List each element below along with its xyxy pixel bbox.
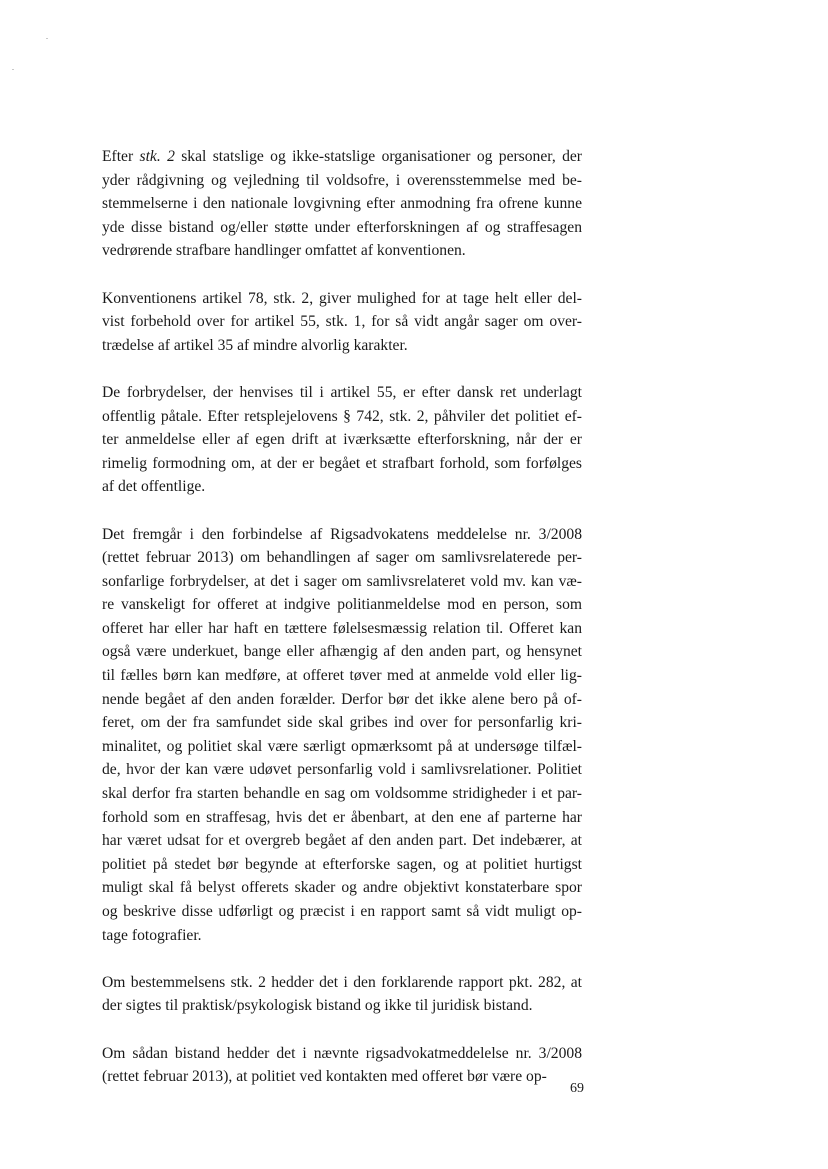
text-line: vist forbehold over for artikel 55, stk. 1, for så vidt angår sager om over- — [102, 313, 582, 331]
text-line: politiet på stedet bør begynde at efterforske sagen, og at politiet hurtigst — [102, 855, 582, 873]
text-line: Det fremgår i den forbindelse af Rigsadvokatens meddelelse nr. 3/2008 — [102, 525, 582, 543]
paragraph — [102, 287, 582, 358]
text-line: offeret har eller har haft en tættere følelsesmæssig relation til. Offeret kan — [102, 619, 582, 637]
text-line: Om sådan bistand hedder det i nævnte rigsadvokatmeddelelse nr. 3/2008 — [102, 1044, 582, 1062]
text-line: har været udsat for et overgreb begået af den anden part. Det indebærer, at — [102, 832, 582, 850]
text-line: minalitet, og politiet skal være særligt opmærksomt på at undersøge tilfæl- — [102, 737, 582, 755]
text-line: forhold som en straffesag, hvis det er åbenbart, at den ene af parterne har — [102, 808, 582, 826]
text-line: tage fotografier. — [102, 926, 202, 944]
text-line: nende begået af den anden forælder. Derfor bør det ikke alene bero på of- — [102, 690, 582, 708]
text-line: af det offentlige. — [102, 478, 206, 496]
text-line: Om bestemmelsens stk. 2 hedder det i den forklarende rapport pkt. 282, at — [102, 973, 582, 991]
text-line: de, hvor der kan være udøvet personfarlig vold i samlivsrelationer. Politiet — [102, 761, 582, 779]
paragraph — [102, 1042, 582, 1089]
text-line: ter anmeldelse eller af egen drift at iværksætte efterforskning, når der er — [102, 431, 582, 449]
text-line: feret, om der fra samfundet side skal gribes ind over for personfarlig kri- — [102, 714, 582, 732]
text-line: trædelse af artikel 35 af mindre alvorlig karakter. — [102, 336, 408, 354]
text-line: stemmelserne i den nationale lovgivning efter anmodning fra ofrene kunne — [102, 195, 582, 213]
italic-reference: stk. 2 — [139, 148, 175, 165]
paragraph-gap — [102, 263, 582, 287]
text-line: yder rådgivning og vejledning til voldsofre, i overensstemmelse med be- — [102, 171, 582, 189]
body-text — [102, 145, 582, 1089]
text-line: også være underkuet, bange eller afhængig af den anden part, og hensynet — [102, 643, 582, 661]
scan-speck — [12, 69, 14, 70]
paragraph-gap — [102, 947, 582, 971]
text-line: muligt skal få belyst offerets skader og andre objektivt konstaterbare spor — [102, 879, 582, 897]
text-line: rimelig formodning om, at der er begået et strafbart forhold, som forfølges — [102, 454, 582, 472]
paragraph-gap — [102, 357, 582, 381]
text-line: (rettet februar 2013) om behandlingen af sager om samlivsrelaterede per- — [102, 549, 582, 567]
text-line: (rettet februar 2013), at politiet ved kontakten med offeret bør være op- — [102, 1068, 547, 1086]
text-line: Konventionens artikel 78, stk. 2, giver mulighed for at tage helt eller del- — [102, 289, 582, 307]
paragraph — [102, 971, 582, 1018]
text-line: og beskrive disse udførligt og præcist i en rapport samt så vidt muligt op- — [102, 903, 582, 920]
text-line: De forbrydelser, der henvises til i artikel 55, er efter dansk ret underlagt — [102, 383, 582, 401]
paragraph — [102, 381, 582, 499]
text-line: offentlig påtale. Efter retsplejelovens § 742, stk. 2, påhviler det politiet ef- — [102, 407, 582, 425]
paragraph — [102, 523, 582, 948]
text-line: sonfarlige forbrydelser, at det i sager om samlivsrelateret vold mv. kan væ- — [102, 572, 582, 590]
page-number: 69 — [570, 1081, 584, 1096]
text-line: Efter stk. 2 skal statslige og ikke-statslige organisationer og personer, der — [102, 148, 582, 165]
text-line: skal derfor fra starten behandle en sag om voldsomme stridigheder i et par- — [102, 785, 582, 803]
text-line: re vanskeligt for offeret at indgive politianmeldelse mod en person, som — [102, 596, 582, 614]
text-line: vedrørende strafbare handlinger omfattet af konventionen. — [102, 242, 466, 260]
paragraph-gap — [102, 499, 582, 523]
paragraph — [102, 145, 582, 263]
scan-speck — [46, 38, 48, 39]
text-line: yde disse bistand og/eller støtte under efterforskningen af og straffesagen — [102, 218, 582, 236]
text-line: der sigtes til praktisk/psykologisk bistand og ikke til juridisk bistand. — [102, 997, 533, 1015]
text-line: til fælles børn kan medføre, at offeret tøver med at anmelde vold eller lig- — [102, 667, 582, 685]
paragraph-gap — [102, 1018, 582, 1042]
